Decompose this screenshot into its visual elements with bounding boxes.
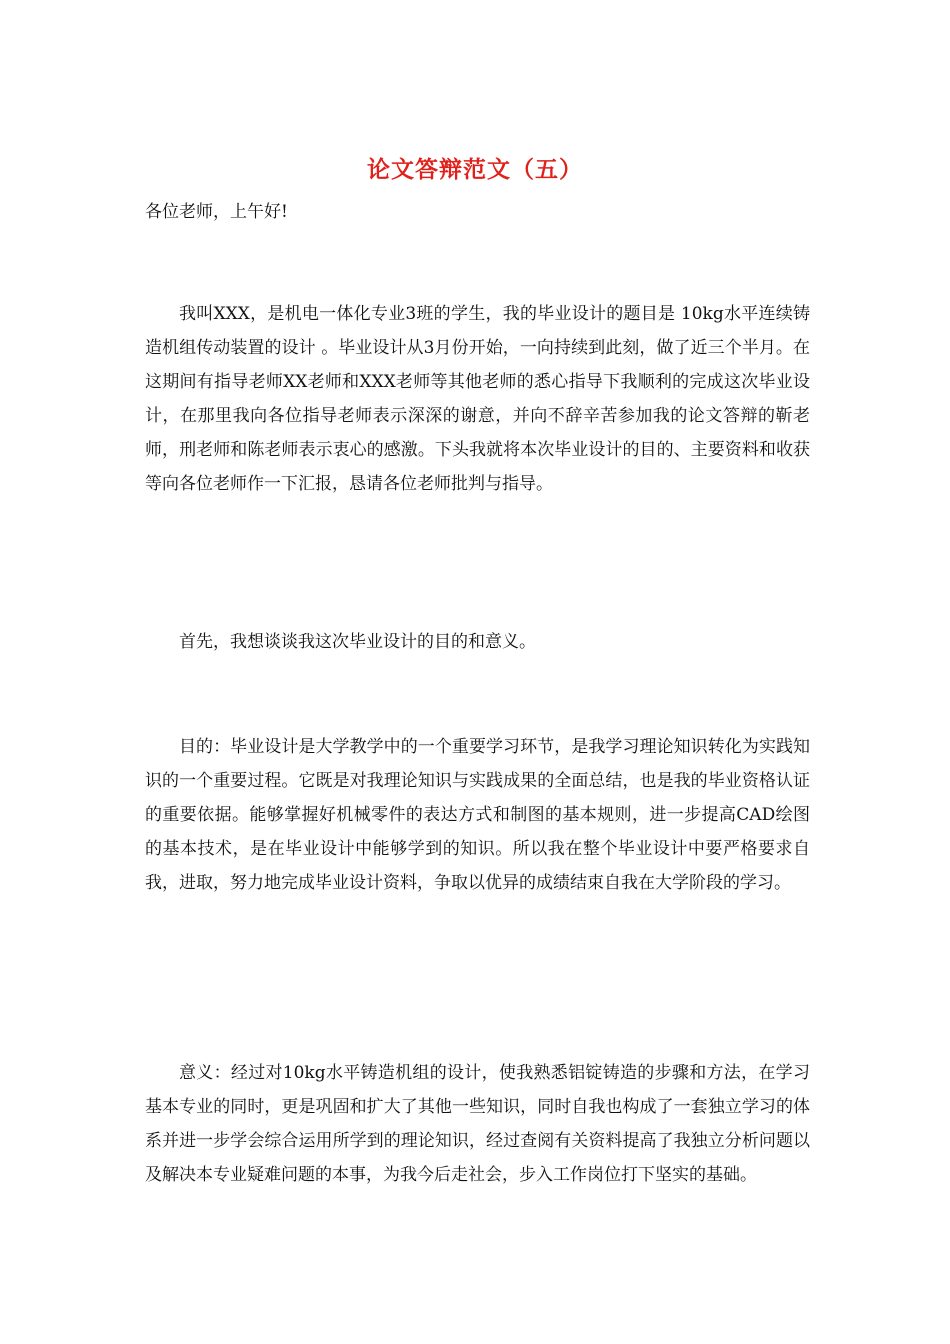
paragraph-introduction: 我叫XXX，是机电一体化专业3班的学生，我的毕业设计的题目是 10kg水平连续铸造机组传动装置的设计 。毕业设计从3月份开始，一向持续到此刻，做了近三个半月。在这期间有指导老师XX老师和XXX老师等其他老师的悉心指导下我顺利的完成这次毕业设计，在那里我向各位指导老师表示深深的谢意，并向不辞辛苦参加我的论文答辩的靳老师，刑老师和陈老师表示衷心的感激。下头我就将本次毕业设计的目的、主要资料和收获等向各位老师作一下汇报，恳请各位老师批判与指导。 <box>145 304 810 494</box>
document-title: 论文答辩范文（五） <box>367 156 583 183</box>
paragraph-purpose: 目的：毕业设计是大学教学中的一个重要学习环节，是我学习理论知识转化为实践知识的一个重要过程。它既是对我理论知识与实践成果的全面总结，也是我的毕业资格认证的重要依据。能够掌握好机械零件的表达方式和制图的基本规则，进一步提高CAD绘图的基本技术，是在毕业设计中能够学到的知识。所以我在整个毕业设计中要严格要求自我，进取，努力地完成毕业设计资料，争取以优异的成绩结束自我在大学阶段的学习。 <box>145 737 810 893</box>
paragraph-topic: 首先，我想谈谈我这次毕业设计的目的和意义。 <box>179 632 536 652</box>
paragraph-significance: 意义：经过对10kg水平铸造机组的设计，使我熟悉铝锭铸造的步骤和方法，在学习基本专业的同时，更是巩固和扩大了其他一些知识，同时自我也构成了一套独立学习的体系并进一步学会综合运用所学到的理论知识，经过查阅有关资料提高了我独立分析问题以及解决本专业疑难问题的本事，为我今后走社会，步入工作岗位打下坚实的基础。 <box>145 1063 810 1185</box>
greeting: 各位老师，上午好! <box>145 202 288 222</box>
